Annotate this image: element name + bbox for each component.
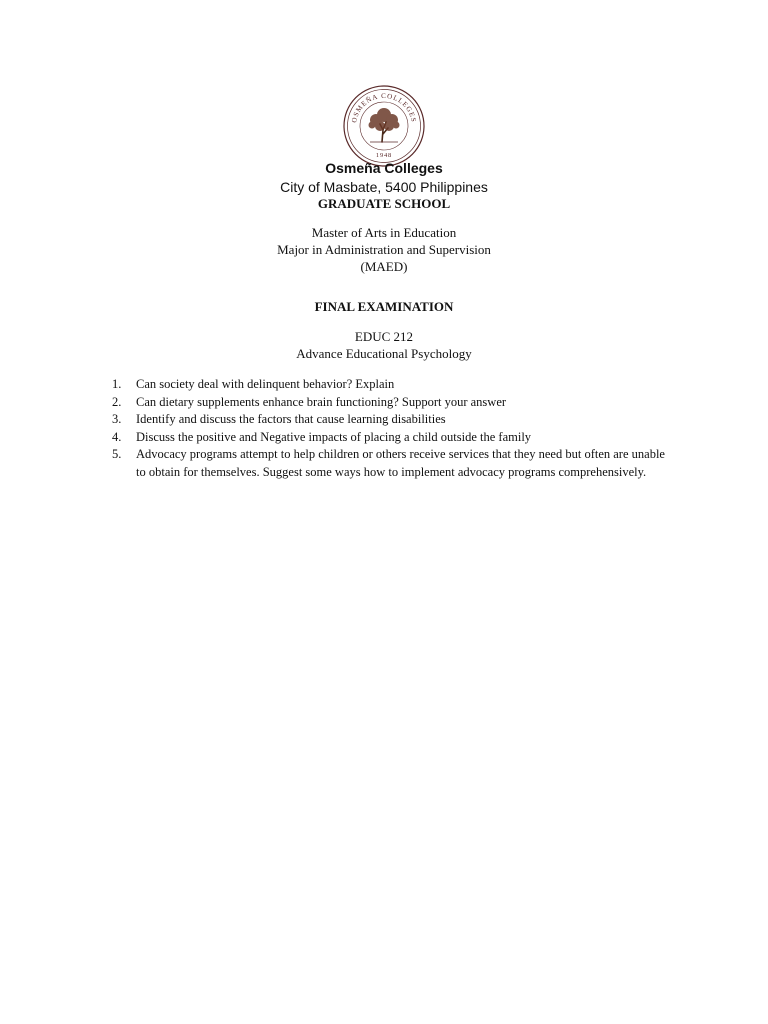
course-block (0, 328, 768, 362)
list-item (112, 446, 672, 481)
course-title: Advance Educational Psychology (296, 346, 472, 361)
list-item (112, 376, 672, 394)
question-number: 1. (112, 377, 122, 391)
question-number: 3. (112, 412, 122, 426)
exam-title: FINAL EXAMINATION (314, 299, 454, 314)
program-major: Major in Administration and Supervision (277, 242, 491, 257)
college-address: City of Masbate, 5400 Philippines (280, 179, 488, 195)
course-code: EDUC 212 (354, 329, 414, 344)
question-text: Advocacy programs attempt to help children or others receive services that they need but often are unable to obtain for themselves. Suggest some ways how to implement advocacy programs comprehensively. (136, 447, 665, 479)
seal-year: 1948 (375, 152, 393, 159)
list-item (112, 429, 672, 447)
question-number: 2. (112, 394, 122, 409)
program-block (0, 224, 768, 275)
question-text: Can society deal with delinquent behavior? Explain (136, 377, 395, 391)
program-degree: Master of Arts in Education (311, 225, 457, 240)
question-number: 5. (112, 447, 122, 461)
question-list (112, 376, 672, 481)
question-number: 4. (112, 429, 122, 444)
question-text: Identify and discuss the factors that cause learning disabilities (136, 412, 446, 426)
school-name: GRADUATE SCHOOL (317, 196, 451, 211)
program-abbreviation: (MAED) (360, 259, 408, 274)
list-item (112, 411, 672, 429)
osmena-colleges-seal-icon (342, 84, 426, 168)
question-text: Discuss the positive and Negative impacts of placing a child outside the family (136, 429, 532, 444)
seal-text-top: OSMEÑA COLLEGES (350, 91, 418, 124)
list-item (112, 394, 672, 412)
question-text: Can dietary supplements enhance brain functioning? Support your answer (136, 394, 507, 409)
college-name: Osmeña Colleges (325, 160, 443, 176)
document-header (0, 84, 768, 362)
